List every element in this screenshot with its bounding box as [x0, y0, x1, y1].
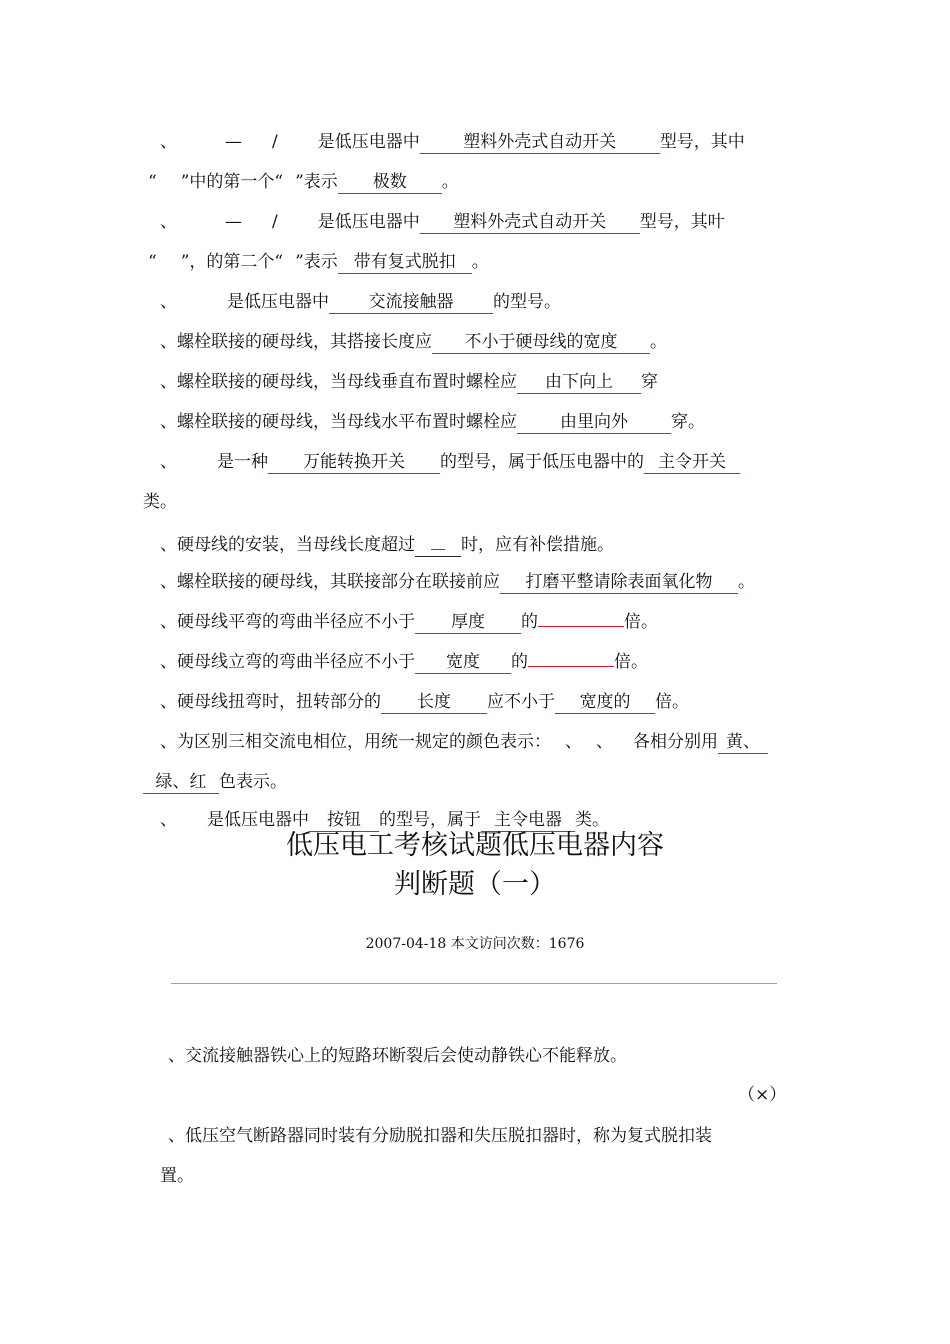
question-1-line-1: [160, 131, 745, 154]
question-10: [160, 611, 658, 634]
q13-text: 、为区别三相交流电相位，用统一规定的颜色表示：: [160, 732, 551, 752]
q11-answer: 宽度: [446, 652, 480, 672]
q13-answer-2-blank: [143, 771, 219, 794]
question-5: [160, 371, 658, 394]
q5-text: 、螺栓联接的硬母线，当母线垂直布置时螺栓应: [160, 372, 517, 392]
publish-meta: 2007-04-18 本文访问次数：1676: [365, 936, 585, 952]
q10-text-2: 的: [521, 612, 538, 632]
q1-slash: /: [272, 132, 278, 152]
q1-end: 。: [441, 172, 459, 192]
q2-answer-blank: [420, 211, 640, 234]
q10-blank-2: [538, 626, 624, 627]
q2-end: 。: [471, 252, 489, 272]
question-8: [160, 531, 614, 557]
question-9: [160, 571, 755, 594]
q13-end: 色表示。: [219, 772, 287, 792]
q2-text-end: 型号，其叶: [639, 212, 725, 232]
question-6: [160, 411, 705, 434]
q7-answer-2-blank: [644, 451, 740, 474]
q7-answer-2: 主令开关: [658, 452, 726, 472]
q3-text-end: 的型号。: [493, 292, 561, 312]
q4-answer-blank: [432, 331, 650, 354]
question-13-line-1: [160, 731, 768, 754]
q12-answer-2: 宽度的: [579, 692, 631, 712]
q12-answer-2-blank: [555, 691, 655, 714]
q9-answer-blank: [500, 571, 738, 594]
q1-answer-2: 极数: [372, 172, 407, 192]
q8-text: 、硬母线的安装，当母线长度超过: [160, 535, 415, 555]
judge-question-2: [168, 1125, 712, 1147]
q14-number-sep: 、: [160, 810, 177, 830]
q9-answer: 打磨平整请除表面氧化物: [525, 572, 713, 592]
q9-text: 、螺栓联接的硬母线，其联接部分在联接前应: [160, 572, 500, 592]
judge-2-cont: 置。: [160, 1166, 194, 1186]
q11-end: 倍。: [614, 652, 648, 672]
q8-text-end: 时，应有补偿措施。: [461, 535, 614, 555]
q6-answer-blank: [517, 411, 671, 434]
q2-answer-2-blank: [338, 251, 472, 274]
q14-answer-2: 主令电器: [494, 810, 562, 830]
q2-answer-2: 带有复式脱扣: [353, 252, 456, 272]
judge-answer-1: [738, 1084, 786, 1106]
page-subtitle: 判断题（一）: [394, 869, 556, 900]
q12-text-2: 应不小于: [487, 692, 555, 712]
q6-text: 、螺栓联接的硬母线，当母线水平布置时螺栓应: [160, 412, 517, 432]
q11-text-2: 的: [511, 652, 528, 672]
question-4: [160, 331, 667, 354]
q2-text-2: ”，的第二个“: [180, 252, 284, 272]
question-7-line-1: [160, 451, 740, 474]
q7-text-2: 的型号，属于低压电器中的: [440, 452, 644, 472]
q3-answer: 交流接触器: [368, 292, 454, 312]
q13-answer-blank: [718, 731, 768, 754]
q7-number-sep: 、: [160, 452, 177, 472]
q5-answer: 由下向上: [545, 372, 613, 392]
q1-text-2: ”中的第一个“: [180, 172, 284, 192]
q7-end: 类。: [143, 492, 177, 512]
question-2-line-2: [148, 251, 489, 274]
q1-text-3: ”表示: [295, 172, 338, 192]
q14-end: 类。: [575, 810, 609, 830]
q13-sep-2: 、: [596, 732, 613, 752]
q10-answer-blank: [415, 611, 521, 634]
q3-answer-blank: [329, 291, 493, 314]
q10-text: 、硬母线平弯的弯曲半径应不小于: [160, 612, 415, 632]
judge-question-1: [168, 1045, 627, 1067]
header-divider: [171, 983, 777, 984]
judge-1-answer: （×）: [738, 1085, 787, 1105]
q12-answer-1-blank: [381, 691, 487, 714]
q1-number-sep: 、: [160, 132, 177, 152]
q11-answer-blank: [415, 651, 511, 674]
q2-slash: /: [272, 212, 278, 232]
q12-end: 倍。: [655, 692, 689, 712]
q2-text-3: ”表示: [295, 252, 338, 272]
quote-open: “: [148, 172, 157, 192]
q14-answer-1: 按钮: [327, 810, 361, 830]
question-7-line-2: [143, 491, 177, 513]
q1-text: 是低压电器中: [317, 132, 420, 152]
q10-end: 倍。: [624, 612, 658, 632]
q5-end: 穿: [641, 372, 658, 392]
q8-blank: [415, 531, 461, 557]
q11-blank-2: [528, 666, 614, 667]
q4-end: 。: [650, 332, 667, 352]
judge-question-2-cont: [160, 1165, 194, 1187]
q12-text: 、硬母线扭弯时，扭转部分的: [160, 692, 381, 712]
q2-answer: 塑料外壳式自动开关: [453, 212, 607, 232]
q7-text: 是一种: [217, 452, 268, 472]
q4-text: 、螺栓联接的硬母线，其搭接长度应: [160, 332, 432, 352]
q9-end: 。: [738, 572, 755, 592]
judge-2-text: 、低压空气断路器同时装有分励脱扣器和失压脱扣器时，称为复式脱扣装: [168, 1126, 712, 1146]
q13-text-2: 各相分别用: [633, 732, 718, 752]
q5-answer-blank: [517, 371, 641, 394]
q6-answer: 由里向外: [560, 412, 628, 432]
q1-text-end: 型号，其中: [659, 132, 745, 152]
question-3: [160, 291, 561, 314]
page-title: 低压电工考核试题低压电器内容: [286, 830, 664, 861]
q2-number-sep: 、: [160, 212, 177, 232]
q4-answer: 不小于硬母线的宽度: [464, 332, 618, 352]
q6-end: 穿。: [671, 412, 705, 432]
q3-text: 是低压电器中: [227, 292, 329, 312]
question-2-line-1: [160, 211, 725, 234]
q2-text: 是低压电器中: [317, 212, 420, 232]
quote-open-2: “: [148, 252, 157, 272]
q7-answer-1-blank: [268, 451, 440, 474]
q13-answer: 黄、: [726, 732, 760, 752]
q7-answer-1: 万能转换开关: [303, 452, 405, 472]
q11-text: 、硬母线立弯的弯曲半径应不小于: [160, 652, 415, 672]
question-1-line-2: [148, 171, 459, 194]
q1-answer-blank: [420, 131, 660, 154]
q3-number-sep: 、: [160, 292, 177, 312]
q1-answer: 塑料外壳式自动开关: [463, 132, 617, 152]
q1-answer-2-blank: [338, 171, 442, 194]
q1-dash: —: [225, 132, 242, 152]
q2-dash: —: [225, 212, 242, 232]
q14-text: 是低压电器中: [207, 810, 309, 830]
question-13-line-2: [143, 771, 287, 794]
question-12: [160, 691, 689, 714]
q14-text-2: 的型号，属于: [379, 810, 481, 830]
q13-answer-2: 绿、红: [155, 772, 207, 792]
q13-sep-1: 、: [565, 732, 582, 752]
q12-answer-1: 长度: [417, 692, 451, 712]
q10-answer: 厚度: [451, 612, 485, 632]
question-11: [160, 651, 648, 674]
judge-1-text: 、交流接触器铁心上的短路环断裂后会使动静铁心不能释放。: [168, 1046, 627, 1066]
